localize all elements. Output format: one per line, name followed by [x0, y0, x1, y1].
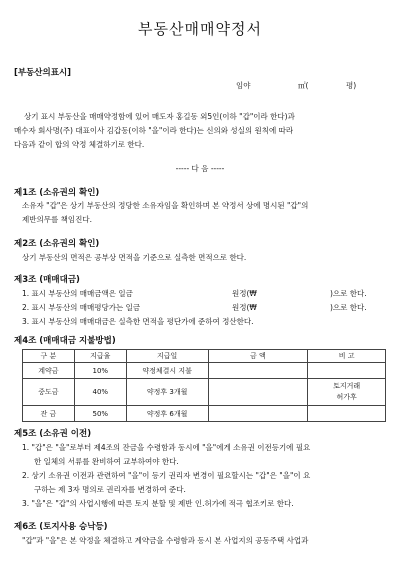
cell-date: 약정후 6개월 — [126, 406, 208, 422]
cell-category: 잔 금 — [23, 406, 75, 422]
cell-note — [308, 363, 386, 379]
payment-table — [22, 349, 386, 422]
article-3-heading: 제3조 (매매대금) — [14, 275, 80, 285]
header-rate: 지급율 — [74, 350, 126, 363]
article-3-item-2: 2. 표시 부동산의 매매평당가는 일금 — [22, 303, 141, 312]
property-heading: [부동산의표시] — [14, 68, 72, 78]
article-5-line: 구하는 제 3자 명의로 권리자를 변경하여 준다. — [34, 485, 186, 494]
article-2-heading: 제2조 (소유권의 확인) — [14, 239, 100, 249]
intro-line: 매수자 회사명(주) 대표이사 김갑동(이하 "을"이라 한다)는 신의와 성실의 원칙에 따라 — [14, 126, 294, 135]
article-2-line: 상기 부동산의 면적은 공부상 면적을 기준으로 실측한 면적으로 한다. — [22, 253, 247, 262]
cell-note: 토지거래 허가후 — [308, 379, 386, 406]
intro-line: 다음과 같이 합의 약정 체결하기로 한다. — [14, 140, 145, 149]
table-header-row — [23, 350, 386, 363]
cell-rate: 10% — [74, 363, 126, 379]
article-3-item-1-mid: 원정(₩ — [232, 289, 257, 298]
header-note: 비 고 — [308, 350, 386, 363]
article-5-line: 2. 상기 소유권 이전과 관련하여 "을"이 등기 권리자 변경이 필요할시는 "갑"은 "을"이 요 — [22, 471, 311, 480]
cell-rate: 40% — [74, 379, 126, 406]
cell-amount — [208, 406, 308, 422]
table-row — [23, 406, 386, 422]
article-3-item-2-mid: 원정(₩ — [232, 303, 257, 312]
document-title: 부동산매매약정서 — [138, 20, 262, 38]
article-3-item-2-end: )으로 한다. — [330, 303, 367, 312]
cell-rate: 50% — [74, 406, 126, 422]
article-1-line: 소유자 "갑"은 상기 부동산의 정당한 소유자임을 확인하며 본 약정서 상에 명시된 "갑"의 — [22, 201, 309, 210]
cell-note — [308, 406, 386, 422]
article-5-line: 한 일체의 서류를 완비하여 교부하여야 한다. — [34, 457, 179, 466]
article-4-heading: 제4조 (매매대금 지불방법) — [14, 336, 116, 346]
article-3-item-1: 1. 표시 부동산의 매매금액은 일금 — [22, 289, 133, 298]
cell-date: 약정체결시 지불 — [126, 363, 208, 379]
cell-category: 중도금 — [23, 379, 75, 406]
separator-text: ----- 다 음 ----- — [175, 164, 225, 173]
cell-date: 약정후 3개월 — [126, 379, 208, 406]
header-amount: 금 액 — [208, 350, 308, 363]
header-category: 구 분 — [23, 350, 75, 363]
table-row — [23, 363, 386, 379]
intro-paragraph — [14, 110, 386, 152]
article-3-item-1-end: )으로 한다. — [330, 289, 367, 298]
cell-amount — [208, 363, 308, 379]
land-type: 임야 — [236, 81, 251, 90]
article-1-heading: 제1조 (소유권의 확인) — [14, 188, 100, 198]
article-5-heading: 제5조 (소유권 이전) — [14, 429, 92, 439]
article-3-item-3: 3. 표시 부동산의 매매대금은 실측한 면적을 평단가에 준하여 정산한다. — [22, 317, 254, 326]
area-unit: ㎡( — [298, 81, 309, 90]
cell-category: 계약금 — [23, 363, 75, 379]
article-1-line: 제반의무를 책임진다. — [22, 215, 92, 224]
header-date: 지급일 — [126, 350, 208, 363]
table-row — [23, 379, 386, 406]
article-6-line: "갑"과 "을"은 본 약정을 체결하고 계약금을 수령함과 동시 본 사업지의 공동주택 사업과 — [22, 536, 309, 545]
pyeong-unit: 평) — [346, 81, 357, 90]
article-6-heading: 제6조 (토지사용 승낙등) — [14, 522, 108, 532]
article-5-line: 1. "갑"은 "을"로부터 제4조의 잔금을 수령함과 동시에 "을"에게 소유권 이전등기에 필요 — [22, 443, 311, 452]
cell-amount — [208, 379, 308, 406]
article-5-line: 3. "을"은 "갑"의 사업시행에 따른 토지 분할 및 제반 인.허가에 적극 협조키로 한다. — [22, 499, 294, 508]
intro-line: 상기 표시 부동산을 매매약정함에 있어 매도자 홍길동 외5인(이하 "갑"이라 한다)과 — [24, 112, 295, 121]
